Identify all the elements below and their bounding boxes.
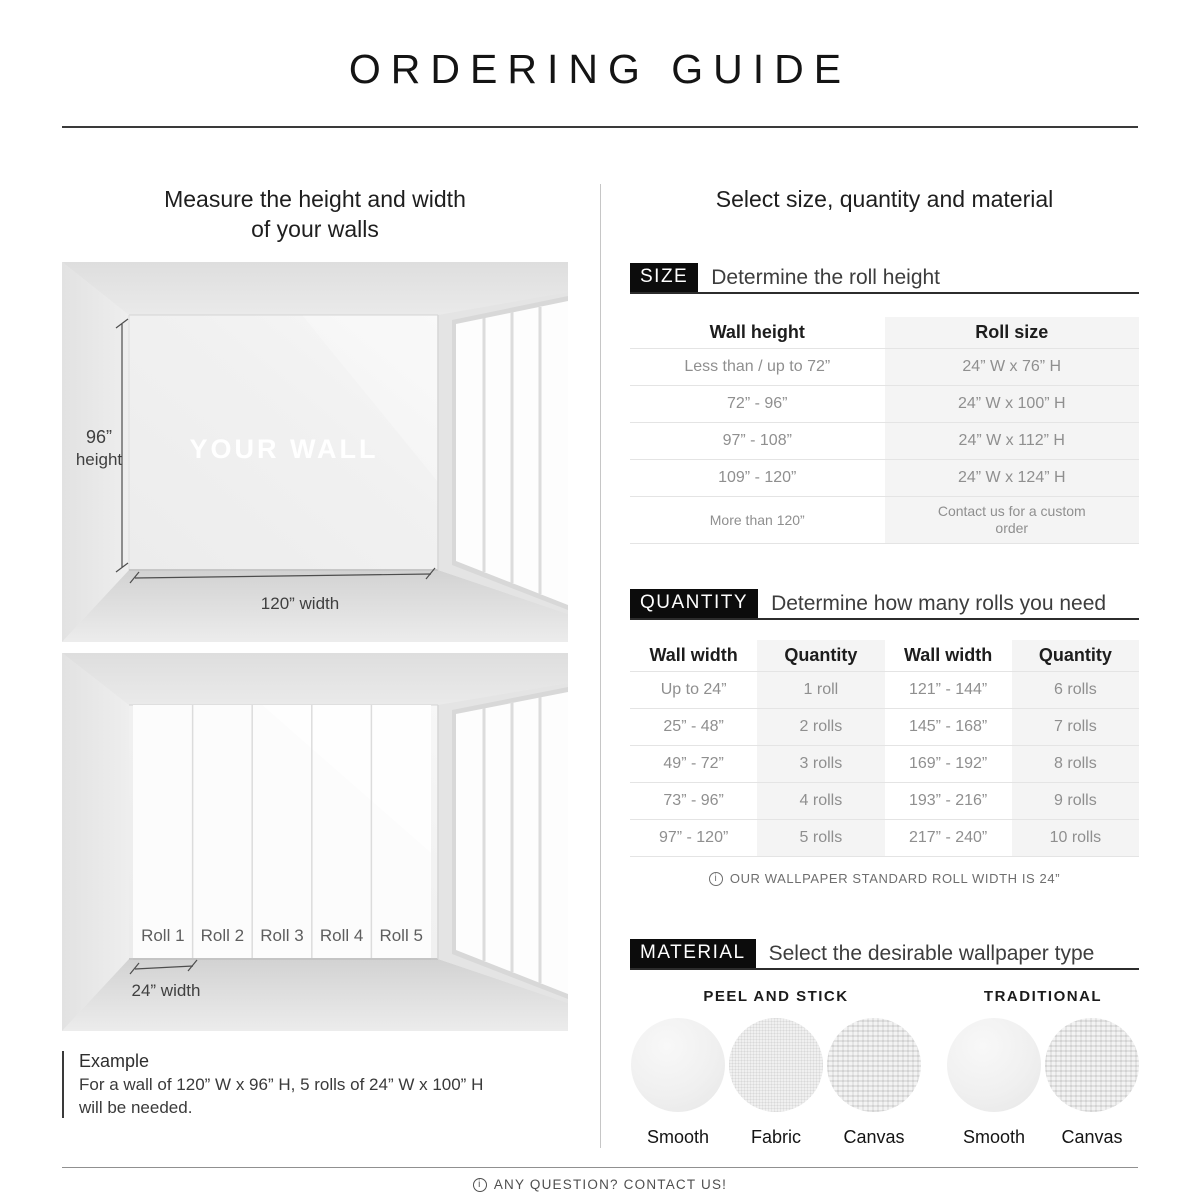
swatch-peel-fabric: Fabric	[728, 1018, 824, 1148]
material-group-peel-and-stick	[630, 988, 922, 1148]
roll-1-label: Roll 1	[141, 926, 185, 945]
size-col-wall-height: Wall height	[709, 322, 805, 342]
canvas-texture-swatch	[827, 1018, 921, 1112]
peel-and-stick-title: PEEL AND STICK	[703, 988, 849, 1005]
swatch-peel-canvas: Canvas	[826, 1018, 922, 1148]
width-text-label: 120” width	[260, 594, 340, 613]
size-roll-3: 24” W x 124” H	[885, 460, 1140, 496]
smooth-texture-swatch	[947, 1018, 1041, 1112]
qty-col-wall-1: Wall width	[649, 645, 738, 665]
your-wall-label: YOUR WALL	[189, 434, 379, 464]
measure-heading-line2: of your walls	[251, 216, 379, 242]
content	[62, 184, 1140, 1148]
roll-width-note: i OUR WALLPAPER STANDARD ROLL WIDTH IS 24”	[630, 871, 1139, 886]
quantity-subtitle: Determine how many rolls you need	[771, 592, 1107, 615]
size-subtitle: Determine the roll height	[711, 266, 941, 289]
select-column	[630, 184, 1139, 1148]
size-roll-2: 24” W x 112” H	[885, 423, 1140, 459]
page-title: ORDERING GUIDE	[348, 46, 852, 92]
size-roll-4: Contact us for a custom order	[885, 497, 1140, 543]
contact-note: i ANY QUESTION? CONTACT US!	[0, 1177, 1200, 1192]
select-heading: Select size, quantity and material	[715, 186, 1054, 212]
qty-col-qty-1: Quantity	[757, 640, 884, 671]
measure-heading	[62, 184, 568, 244]
example-line2: will be needed.	[79, 1098, 193, 1117]
swatch-trad-smooth: Smooth	[946, 1018, 1042, 1148]
quantity-table	[630, 640, 1139, 857]
quantity-row: 73” - 96” 4 rolls 193” - 216” 9 rolls	[630, 782, 1139, 819]
info-icon	[709, 872, 723, 886]
qty-col-wall-2: Wall width	[903, 645, 993, 665]
material-section-header	[630, 939, 1139, 970]
roll-4-label: Roll 4	[319, 926, 364, 945]
material-groups	[630, 988, 1139, 1148]
size-row	[630, 459, 1139, 496]
smooth-texture-swatch	[631, 1018, 725, 1112]
fabric-texture-swatch	[729, 1018, 823, 1112]
size-badge: SIZE	[630, 263, 698, 292]
size-wall-0: Less than / up to 72”	[684, 358, 831, 375]
room-illustration-rolls	[62, 653, 568, 1031]
quantity-row: 97” - 120” 5 rolls 217” - 240” 10 rolls	[630, 819, 1139, 856]
material-group-traditional	[946, 988, 1140, 1148]
info-icon	[473, 1178, 487, 1192]
swatch-trad-canvas: Canvas	[1044, 1018, 1140, 1148]
size-roll-0: 24” W x 76” H	[885, 349, 1140, 385]
size-wall-4: More than 120”	[709, 511, 805, 528]
size-row	[630, 385, 1139, 422]
column-divider	[600, 184, 601, 1148]
room-illustration-measure	[62, 262, 568, 642]
qty-col-qty-2: Quantity	[1012, 640, 1139, 671]
example-title: Example	[79, 1051, 150, 1071]
roll-5-label: Roll 5	[379, 926, 423, 945]
size-roll-1: 24” W x 100” H	[885, 386, 1140, 422]
quantity-section-header	[630, 589, 1139, 620]
quantity-row: 49” - 72” 3 rolls 169” - 192” 8 rolls	[630, 745, 1139, 782]
height-text-label: height	[75, 450, 123, 469]
quantity-badge: QUANTITY	[630, 589, 758, 618]
size-row	[630, 348, 1139, 385]
canvas-texture-swatch	[1045, 1018, 1139, 1112]
traditional-title: TRADITIONAL	[983, 988, 1103, 1005]
example-block	[62, 1051, 568, 1118]
measure-column	[62, 184, 568, 1148]
size-wall-2: 97” - 108”	[722, 432, 792, 449]
material-badge: MATERIAL	[630, 939, 756, 968]
measure-heading-line1: Measure the height and width	[164, 186, 466, 212]
header-divider	[62, 126, 1138, 128]
size-row	[630, 496, 1139, 543]
size-wall-3: 109” - 120”	[718, 469, 797, 486]
quantity-row: Up to 24” 1 roll 121” - 144” 6 rolls	[630, 671, 1139, 708]
swatch-peel-smooth: Smooth	[630, 1018, 726, 1148]
size-table	[630, 317, 1139, 544]
example-line1: For a wall of 120” W x 96” H, 5 rolls of 24” W x 100” H	[79, 1075, 484, 1094]
size-wall-1: 72” - 96”	[727, 395, 788, 412]
roll-2-label: Roll 2	[200, 926, 245, 945]
roll-width-text-label: 24” width	[131, 981, 201, 1000]
size-section-header	[630, 263, 1139, 294]
height-value-label: 96”	[85, 427, 113, 447]
roll-3-label: Roll 3	[260, 926, 304, 945]
size-row	[630, 422, 1139, 459]
quantity-row: 25” - 48” 2 rolls 145” - 168” 7 rolls	[630, 708, 1139, 745]
footer-divider	[62, 1167, 1138, 1168]
size-col-roll-size: Roll size	[885, 317, 1140, 348]
material-subtitle: Select the desirable wallpaper type	[768, 942, 1095, 965]
